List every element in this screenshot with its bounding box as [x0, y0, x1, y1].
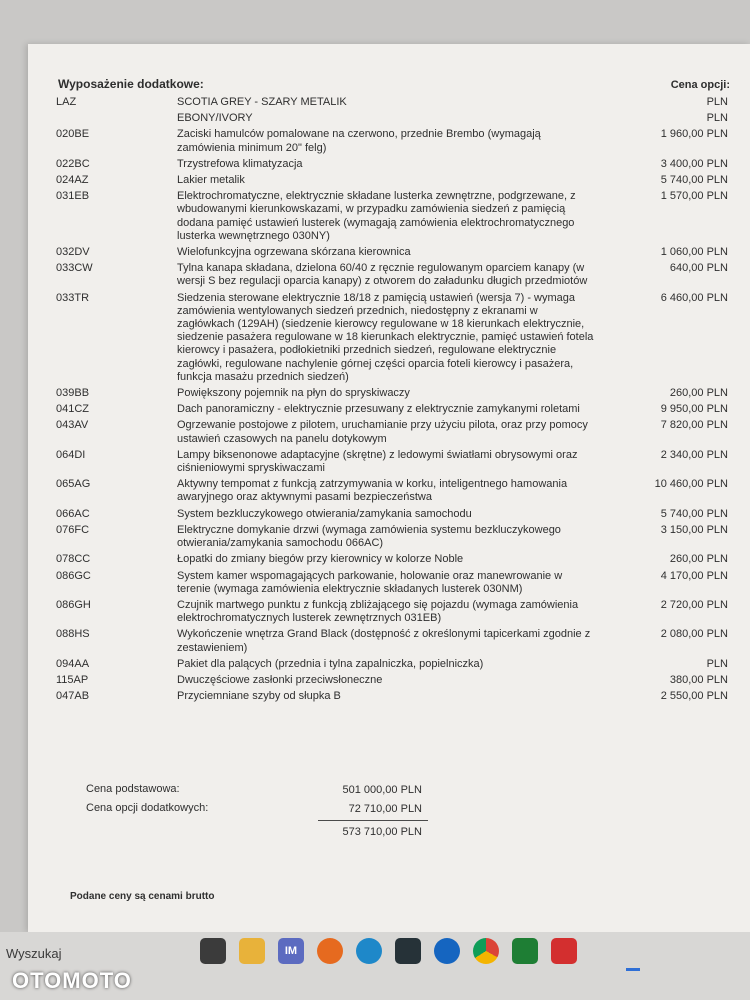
option-code: 024AZ: [56, 174, 89, 187]
option-code: 086GC: [56, 569, 91, 582]
option-price: 10 460,00 PLN: [654, 478, 728, 491]
browser-icon[interactable]: [434, 938, 460, 964]
option-row: [28, 553, 750, 566]
taskbar-search[interactable]: Wyszukaj: [6, 946, 62, 961]
option-code: 086GH: [56, 598, 91, 611]
option-description: Łopatki do zmiany biegów przy kierownicy w kolorze Noble: [177, 553, 464, 566]
option-price: 260,00 PLN: [669, 553, 728, 566]
document-page: [28, 44, 750, 932]
base-price-label: Cena podstawowa:: [86, 783, 180, 795]
option-price: PLN: [706, 112, 728, 125]
spreadsheet-icon[interactable]: [512, 938, 538, 964]
price-column-header: Cena opcji:: [670, 79, 730, 91]
option-price: PLN: [706, 96, 728, 108]
option-description: Powiększony pojemnik na płyn do spryskiwaczy: [177, 387, 410, 400]
option-description: Tylna kanapa składana, dzielona 60/40 z ręcznie regulowanym oparciem kanapy (w wersji S bez regulacji oparcia kanapy) z otworem do załadunku długich przedmiotów: [177, 262, 588, 288]
option-row: [28, 599, 750, 625]
option-description: Dach panoramiczny - elektrycznie przesuwany z elektrycznie zamykanymi roletami: [177, 403, 580, 416]
option-code: 031EB: [56, 190, 90, 203]
camera-app-icon[interactable]: [395, 938, 421, 964]
option-row: [28, 112, 750, 125]
option-description: SCOTIA GREY - SZARY METALIK: [177, 96, 347, 108]
pdf-reader-icon[interactable]: [551, 938, 577, 964]
option-row: [28, 96, 750, 109]
option-price: 640,00 PLN: [669, 262, 728, 275]
total-price-value: 573 710,00 PLN: [342, 826, 422, 838]
option-row: [28, 128, 750, 154]
option-price: 1 060,00 PLN: [660, 246, 728, 259]
option-price: 3 150,00 PLN: [660, 523, 728, 536]
option-code: 076FC: [56, 523, 90, 536]
option-row: [28, 690, 750, 703]
option-description: Siedzenia sterowane elektrycznie 18/18 z pamięcią ustawień (wersja 7) - wymaga zamówienia wentylowanych siedzeń przednich, niedostępny z ekranami w zagłówkach (129AH) (siedzenie kierowcy regulowane w 18 kierunkach elektrycznie, siedzenie pasażera regulowane w 18 kierunkach elektrycznie, pamięć ustawień fotela kierowcy i pasażera, podłokietniki przednich siedzeń, regulowane elektrycznie zagłówki, regulowane nachylenie górnej części oparcia foteli kierowcy i pasażera, funkcja masażu przednich siedzeń): [177, 291, 594, 383]
option-code: LAZ: [56, 96, 77, 108]
options-list: [28, 96, 750, 706]
option-description: Czujnik martwego punktu z funkcją zbliżającego się pojazdu (wymaga zamówienia elektrochromatycznych lusterek zewnętrznych 031EB): [177, 598, 579, 625]
option-description: System bezkluczykowego otwierania/zamykania samochodu: [177, 507, 472, 520]
base-price-value: 501 000,00 PLN: [342, 784, 422, 796]
option-price: 4 170,00 PLN: [660, 569, 728, 582]
option-code: 020BE: [56, 128, 90, 141]
option-code: 033TR: [56, 291, 90, 304]
option-description: Wykończenie wnętrza Grand Black (dostępność z określonymi tapicerkami zgodnie z zestawieniem): [177, 628, 591, 654]
option-description: Elektryczne domykanie drzwi (wymaga zamówienia systemu bezkluczykowego otwierania/zamykania samochodu 066AC): [177, 523, 561, 550]
option-code: 041CZ: [56, 403, 90, 416]
option-row: [28, 262, 750, 288]
option-description: Trzystrefowa klimatyzacja: [177, 157, 303, 170]
option-row: [28, 403, 750, 416]
option-row: [28, 658, 750, 671]
option-code: 043AV: [56, 419, 89, 432]
task-view-icon[interactable]: [200, 938, 226, 964]
option-description: Elektrochromatyczne, elektrycznie składane lusterka zewnętrzne, podgrzewane, z wbudowanymi kierunkowskazami, w przypadku zamówienia siedzeń z pamięcią dodana pamięć ustawień lusterek (wymagają zamówienia elektrochromatycznego lusterka wewnętrznego 030NY): [177, 190, 576, 242]
chrome-icon[interactable]: [473, 938, 499, 964]
option-price: 260,00 PLN: [669, 387, 728, 400]
option-description: Zaciski hamulców pomalowane na czerwono, przednie Brembo (wymagają zamówienia minimum 20" felg): [177, 128, 541, 154]
option-code: 065AG: [56, 478, 91, 491]
section-title: Wyposażenie dodatkowe:: [58, 77, 204, 91]
option-row: [28, 478, 750, 504]
option-description: Ogrzewanie postojowe z pilotem, uruchamianie przy użyciu pilota, oraz przy pomocy ustawień czasowych na panelu dotykowym: [177, 419, 588, 445]
option-row: [28, 387, 750, 400]
option-row: [28, 508, 750, 521]
option-price: 2 340,00 PLN: [660, 448, 728, 461]
option-code: 032DV: [56, 246, 90, 259]
file-explorer-icon[interactable]: [239, 938, 265, 964]
option-description: Pakiet dla palących (przednia i tylna zapalniczka, popielniczka): [177, 657, 484, 670]
option-price: 9 950,00 PLN: [660, 403, 728, 416]
options-price-label: Cena opcji dodatkowych:: [86, 802, 209, 814]
option-price: 7 820,00 PLN: [660, 419, 728, 432]
option-price: 2 080,00 PLN: [660, 628, 728, 641]
option-description: Przyciemniane szyby od słupka B: [177, 690, 341, 703]
option-code: 088HS: [56, 628, 90, 641]
option-description: Lampy biksenonowe adaptacyjne (skrętne) z ledowymi światłami obrysowymi oraz ciśnieniowymi spryskiwaczami: [177, 448, 578, 475]
option-row: [28, 158, 750, 171]
option-row: [28, 674, 750, 687]
active-app-indicator: [626, 968, 640, 971]
option-row: [28, 292, 750, 384]
gross-price-note: Podane ceny są cenami brutto: [70, 891, 215, 902]
option-description: Dwuczęściowe zasłonki przeciwsłoneczne: [177, 673, 383, 686]
option-code: 115AP: [56, 673, 89, 686]
option-row: [28, 174, 750, 187]
option-price: 380,00 PLN: [669, 673, 728, 686]
option-description: Aktywny tempomat z funkcją zatrzymywania w korku, inteligentnego hamowania awaryjnego oraz aktywnymi pasami bezpieczeństwa: [177, 478, 568, 504]
app-icon[interactable]: IM: [278, 938, 304, 964]
option-row: [28, 190, 750, 243]
option-price: 1 570,00 PLN: [660, 190, 728, 203]
option-row: [28, 246, 750, 259]
edge-icon[interactable]: [356, 938, 382, 964]
option-code: 022BC: [56, 157, 90, 170]
option-row: [28, 570, 750, 596]
option-price: 5 740,00 PLN: [660, 507, 728, 520]
options-price-value: 72 710,00 PLN: [348, 803, 422, 815]
option-code: 066AC: [56, 507, 90, 520]
option-price: 2 550,00 PLN: [660, 690, 728, 703]
option-price: 2 720,00 PLN: [660, 598, 728, 611]
option-description: EBONY/IVORY: [177, 112, 253, 125]
option-code: 094AA: [56, 657, 90, 670]
option-description: System kamer wspomagających parkowanie, holowanie oraz manewrowanie w terenie (wymaga zamówienia elektrycznie składanych lusterek 030NM): [177, 569, 563, 595]
option-row: [28, 449, 750, 475]
option-code: 047AB: [56, 690, 90, 703]
option-row: [28, 524, 750, 550]
option-description: Wielofunkcyjna ogrzewana skórzana kierownica: [177, 246, 411, 259]
taskbar-icons: [200, 938, 577, 972]
option-price: 5 740,00 PLN: [660, 174, 728, 187]
sum-divider: [318, 820, 428, 821]
option-price: 1 960,00 PLN: [660, 128, 728, 141]
option-price: 3 400,00 PLN: [660, 157, 728, 170]
option-code: 078CC: [56, 553, 91, 566]
option-row: [28, 628, 750, 654]
firefox-icon[interactable]: [317, 938, 343, 964]
option-row: [28, 419, 750, 445]
option-description: Lakier metalik: [177, 174, 245, 187]
option-code: 033CW: [56, 262, 93, 275]
option-price: 6 460,00 PLN: [660, 291, 728, 304]
otomoto-watermark: OTOMOTO: [12, 968, 132, 993]
option-code: 039BB: [56, 387, 90, 400]
option-code: 064DI: [56, 448, 86, 461]
option-price: PLN: [706, 657, 728, 670]
